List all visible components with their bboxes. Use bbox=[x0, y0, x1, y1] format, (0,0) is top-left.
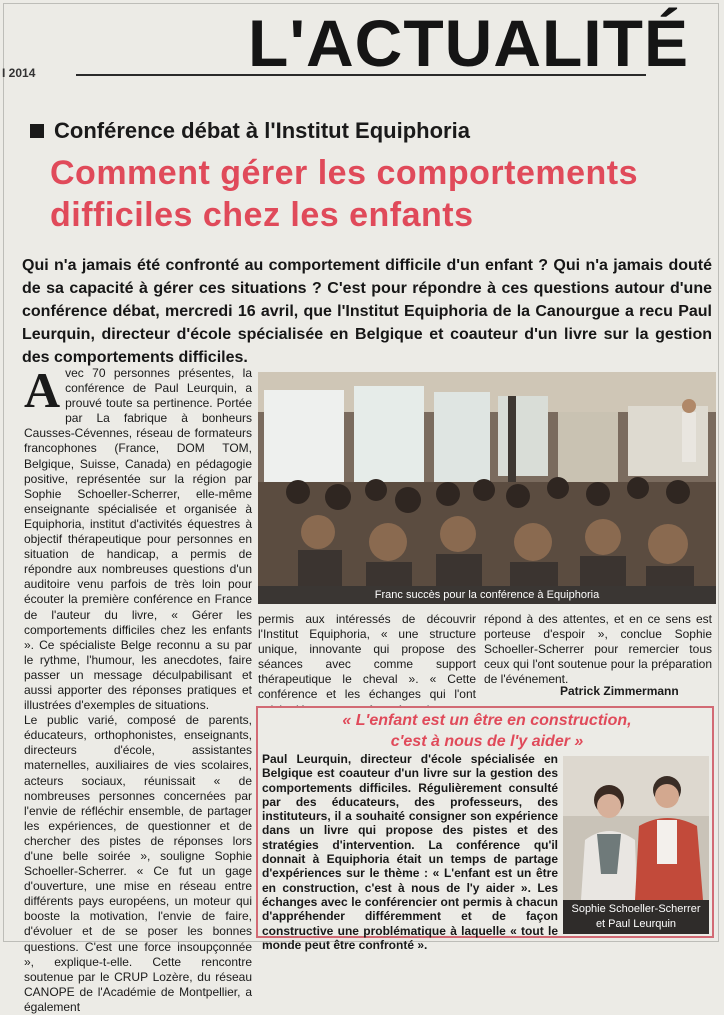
headline-line-2: difficiles chez les enfants bbox=[50, 196, 474, 234]
column-1-text-1: vec 70 personnes présentes, la conférence de Paul Leurquin, a prouvé toute sa pertinence. Portée par La fabrique à bonheurs Causses-Cévennes, réseau de formateurs francophones (France, DOM TOM, Belgique, Suisse, Canada) en pédagogie positive, représentée sur la région par Sophie Schoeller-Scherrer, elle-même enseignante spécialisée et organisée à Equiphoria, institut d'activités équestres à objectif thérapeutique pour personnes en situation de handicap, a permis de répondre aux nombreuses questions d'un auditoire venu parfois de très loin pour écouter la première conférence en France de l'auteur du livre, « Gérer les comportements difficiles chez les enfants ». Ce spécialiste Belge reconnu a su par le rythme, l'humour, les anecdotes, faire passer un message déculpabilisant et aussi apporter des réponses pratiques et illustrées d'exemples de situations. bbox=[24, 366, 252, 713]
conference-photo-illustration bbox=[258, 372, 716, 604]
column-1-paragraph-2: Le public varié, composé de parents, éducateurs, orthophonistes, enseignants, directeurs d'école, assistantes maternelles, auxiliaires de vies scolaires, acteurs sociaux, réunissait « de nombreuses personnes concernées par l'envie de réfléchir ensemble, de partager les expériences, de questionner et de chercher des pistes de réponses lors d'une belle soirée », souligne Sophie Schoeller-Scherrer. « Ce fut un gage d'ouverture, une mise en réseau entre différents pays européens, un moteur qui booste la motivation, l'envie de faire, d'évoluer et de se poser les bonnes questions. C'est une force insoupçonnée », explique-t-elle. Cette rencontre soutenue par le CRUP Lozère, du réseau CANOPE de l'Académie de Montpellier, a également bbox=[24, 713, 252, 1014]
article-headline bbox=[50, 152, 670, 236]
portrait-caption-line-1: Sophie Schoeller-Scherrer bbox=[571, 903, 701, 915]
kicker-text: Conférence débat à l'Institut Equiphoria bbox=[54, 118, 470, 143]
conference-photo bbox=[258, 372, 716, 604]
sidebar-quote bbox=[262, 710, 712, 752]
sidebar-text: Paul Leurquin, directeur d'école spécialisée en Belgique est coauteur d'un livre sur la gestion des comportements difficiles. Régulièrement consulté par des éducateurs, des professeurs, des instituteurs, il a souhaité consigner son expérience dans un livre qui propose des pistes et des stratégies d'intervention. La conférence qu'il donnait à Equiphoria était un temps de partage d'expériences sur le thème : « L'enfant est un être en construction, c'est à nous de l'y aider ». Les échanges avec le conférencier ont permis à chacun d'appréhender différemment et de façon constructive une problématique à laquelle « tout le monde peut être confronté ». bbox=[262, 752, 558, 952]
column-1-paragraph-1 bbox=[24, 362, 252, 713]
portrait-illustration bbox=[563, 756, 709, 900]
square-bullet-icon bbox=[30, 124, 44, 138]
quote-line-1: « L'enfant est un être en construction, bbox=[342, 712, 632, 729]
headline-line-1: Comment gérer les comportements bbox=[50, 154, 638, 192]
article-lead: Qui n'a jamais été confronté au comportement difficile d'un enfant ? Qui n'a jamais douté de sa capacité à gérer ces situations ? C'est pour répondre à ces questions autour d'une conférence débat, mercredi 16 avril, que l'Institut Equiphoria de la Canourgue a recu Paul Leurquin, directeur d'école spécialisée en Belgique et coauteur d'un livre sur la gestion des comportements difficiles. bbox=[22, 257, 712, 366]
article-column-1 bbox=[24, 362, 252, 1015]
photo-caption: Franc succès pour la conférence à Equiphoria bbox=[258, 586, 716, 604]
portrait-caption bbox=[563, 900, 709, 934]
portrait-caption-line-2: et Paul Leurquin bbox=[595, 918, 677, 930]
portrait-photo bbox=[563, 756, 709, 900]
article-column-3: répond à des attentes, et en ce sens est porteuse d'espoir », conclue Sophie Schoeller-Scherrer pour remercier tous ceux qui l'ont soutenue pour la préparation de l'événement. bbox=[484, 612, 712, 687]
section-title: L'ACTUALITÉ bbox=[248, 6, 689, 80]
article-column-2: permis aux intéressés de découvrir l'Institut Equiphoria, « une structure unique, innovante qui propose des séances avec comme support thérapeutique le cheval ». « Cette conférence et les échanges qui l'ont bbox=[258, 612, 476, 702]
drop-cap: A bbox=[24, 362, 61, 418]
article-kicker bbox=[30, 118, 470, 144]
author-signature: Patrick Zimmermann bbox=[560, 684, 679, 698]
quote-line-2: c'est à nous de l'y aider » bbox=[390, 733, 584, 750]
issue-date: I 2014 bbox=[2, 66, 36, 80]
